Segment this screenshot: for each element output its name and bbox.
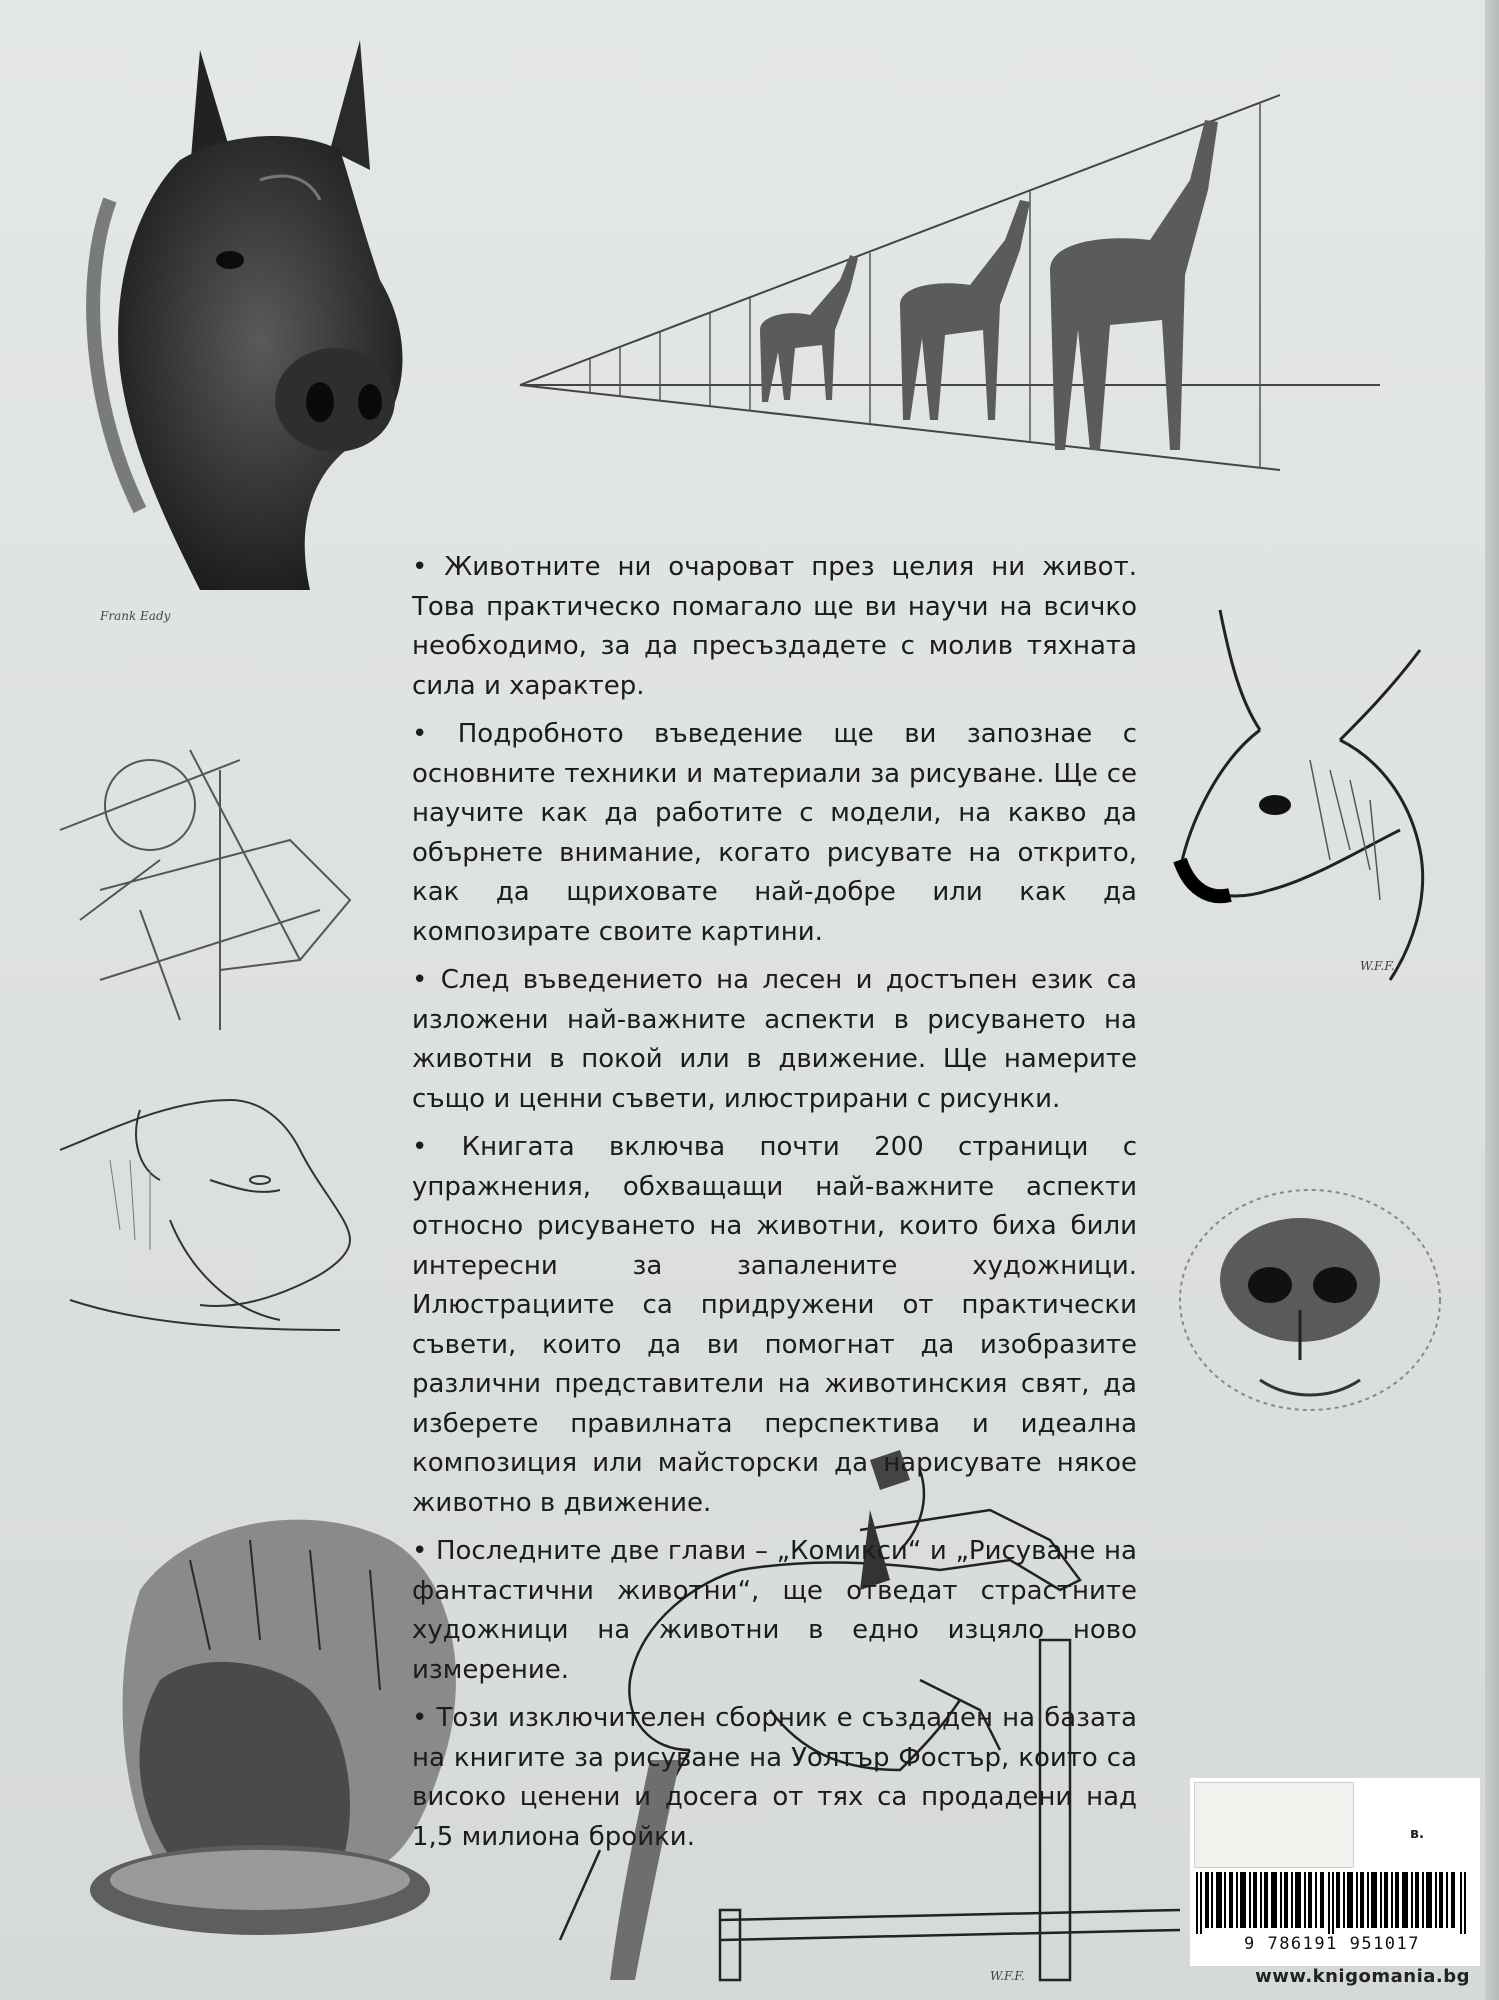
back-cover-blurb [412, 548, 1137, 1866]
blurb-paragraph: • Животните ни очароват през целия ни живот. Това практическо помагало ще ви научи на всичко необходимо, за да пресъздадете с молив тяхната сила и характер. [412, 552, 1137, 701]
fawn-signature: W.F.F. [1360, 959, 1395, 973]
blurb-paragraph: • Книгата включва почти 200 страници с упражнения, обхващащи най-важните аспекти относно рисуването на животни, които биха били интересни за запалените художници. Илюстрациите са придружени от практически съвети, които да ви помогнат да изобразите различни представители на животинския свят, да изберете правилната перспектива и идеална композиция или майсторски да нарисувате някое животно в движение. [412, 1132, 1137, 1518]
price-sticker [1194, 1782, 1354, 1868]
blurb-paragraph: • Подробното въведение ще ви запознае с основните техники и материали за рисуване. Ще се научите как да работите с модели, на какво да обърнете внимание, когато рисувате на открито, как да щриховате най-добре или как да композирате своите картини. [412, 719, 1137, 947]
isbn-barcode [1196, 1872, 1468, 1934]
sticker-text: в. [1410, 1826, 1425, 1842]
isbn-digits: 9 786191 951017 [1243, 1934, 1421, 1954]
giraffe-perspective-illustration [460, 90, 1390, 480]
publisher-website: www.knigomania.bg [1255, 1966, 1470, 1987]
blurb-paragraph: • Последните две глави – „Комикси“ и „Рисуване на фантастични животни“, ще отведат страстните художници на животни в едно изцяло ново измерение. [412, 1536, 1137, 1685]
horse-signature: Frank Eady [100, 609, 171, 623]
cover-edge [1485, 0, 1499, 2000]
lioness-sketch-illustration [50, 1080, 370, 1350]
dog-nose-sketch-illustration [1160, 1160, 1460, 1440]
fawn-sketch-illustration [1160, 600, 1450, 990]
jumper-signature: W.F.F. [990, 1969, 1025, 1983]
blurb-paragraph: • Този изключителен сборник е създаден на базата на книгите за рисуване на Уолтър Фостър, които са високо ценени и досега от тях са продадени над 1,5 милиона бройки. [412, 1703, 1137, 1852]
blurb-paragraph: • След въведението на лесен и достъпен език са изложени най-важните аспекти в рисуването на животни в покой или в движение. Ще намерите също и ценни съвети, илюстрирани с рисунки. [412, 965, 1137, 1114]
construction-sketch-illustration [40, 740, 360, 1040]
horse-head-illustration [80, 30, 430, 630]
